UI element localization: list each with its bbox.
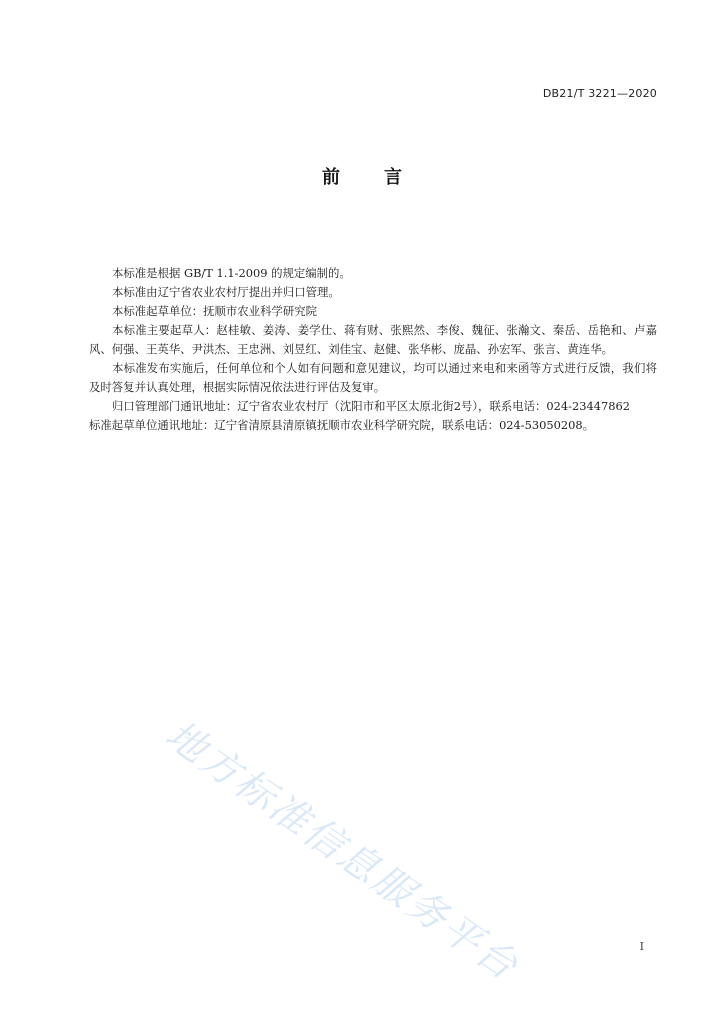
paragraph-feedback: 本标准发布实施后，任何单位和个人如有问题和意见建议，均可以通过来电和来函等方式进行反馈，我们将及时答复并认真处理，根据实际情况依法进行评估及复审。 xyxy=(89,361,657,394)
header-code: DB21/T 3221—2020 xyxy=(542,87,657,100)
page-number: I xyxy=(639,940,644,953)
paragraph-drafter-address: 标准起草单位通讯地址：辽宁省清原县清原镇抚顺市农业科学研究院，联系电话：024-53050208。 xyxy=(89,418,595,432)
document-body xyxy=(89,264,657,435)
paragraph-drafters: 本标准主要起草人：赵桂敏、姜涛、姜学仕、蒋有财、张熙然、李俊、魏征、张瀚文、秦岳、岳艳和、卢嘉风、何强、王英华、尹洪杰、王忠洲、刘昱红、刘佳宝、赵健、张华彬、庞晶、孙宏军、张言、黄连华。 xyxy=(89,323,657,356)
paragraph-basis: 本标准是根据 GB/T 1.1-2009 的规定编制的。 xyxy=(112,266,351,280)
paragraph-proposer: 本标准由辽宁省农业农村厅提出并归口管理。 xyxy=(112,285,340,299)
paragraph-admin-address: 归口管理部门通讯地址：辽宁省农业农村厅（沈阳市和平区太原北街2号），联系电话：024-23447862 xyxy=(112,399,630,413)
paragraph-drafting-unit: 本标准起草单位：抚顺市农业科学研究院 xyxy=(112,304,318,318)
watermark: 地方标准信息服务平台 xyxy=(157,712,527,991)
page-title: 前言 xyxy=(322,167,446,188)
